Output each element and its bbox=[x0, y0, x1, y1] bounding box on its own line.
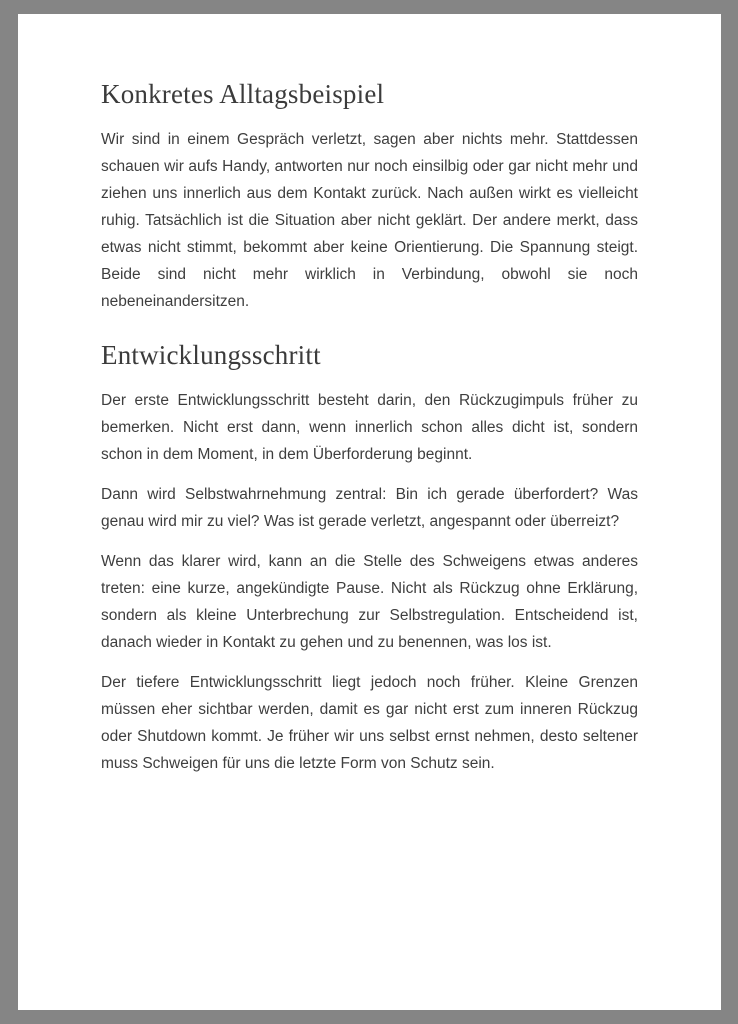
section-heading: Entwicklungsschritt bbox=[101, 340, 321, 370]
paragraph: Dann wird Selbstwahrnehmung zentral: Bin ich gerade überfordert? Was genau wird mir zu viel? Was ist gerade verletzt, angespannt oder überreizt? bbox=[101, 486, 638, 530]
section-heading: Konkretes Alltagsbeispiel bbox=[101, 79, 385, 109]
document-page bbox=[18, 14, 721, 1010]
paragraph: Der tiefere Entwicklungsschritt liegt jedoch noch früher. Kleine Grenzen müssen eher sichtbar werden, damit es gar nicht erst zum inneren Rückzug oder Shutdown kommt. Je früher wir uns selbst ernst nehmen, desto seltener muss Schweigen für uns die letzte Form von Schutz sein. bbox=[101, 674, 638, 772]
document-section bbox=[101, 78, 638, 315]
paragraph: Wir sind in einem Gespräch verletzt, sagen aber nichts mehr. Stattdessen schauen wir aufs Handy, antworten nur noch einsilbig oder gar nicht mehr und ziehen uns innerlich aus dem Kontakt zurück. Nach außen wirkt es vielleicht ruhig. Tatsächlich ist die Situation aber nicht geklärt. Der andere merkt, dass etwas nicht stimmt, bekommt aber keine Orientierung. Die Spannung steigt. Beide sind nicht mehr wirklich in Verbindung, obwohl sie noch nebeneinandersitzen. bbox=[101, 131, 638, 310]
paragraph: Der erste Entwicklungsschritt besteht darin, den Rückzugimpuls früher zu bemerken. Nicht erst dann, wenn innerlich schon alles dicht ist, sondern schon in dem Moment, in dem Überforderung beginnt. bbox=[101, 392, 638, 463]
document-content bbox=[18, 14, 721, 777]
paragraph: Wenn das klarer wird, kann an die Stelle des Schweigens etwas anderes treten: eine kurze, angekündigte Pause. Nicht als Rückzug ohne Erklärung, sondern als kleine Unterbrechung zur Selbstregulation. Entscheidend ist, danach wieder in Kontakt zu gehen und zu benennen, was los ist. bbox=[101, 553, 638, 651]
document-section bbox=[101, 339, 638, 777]
